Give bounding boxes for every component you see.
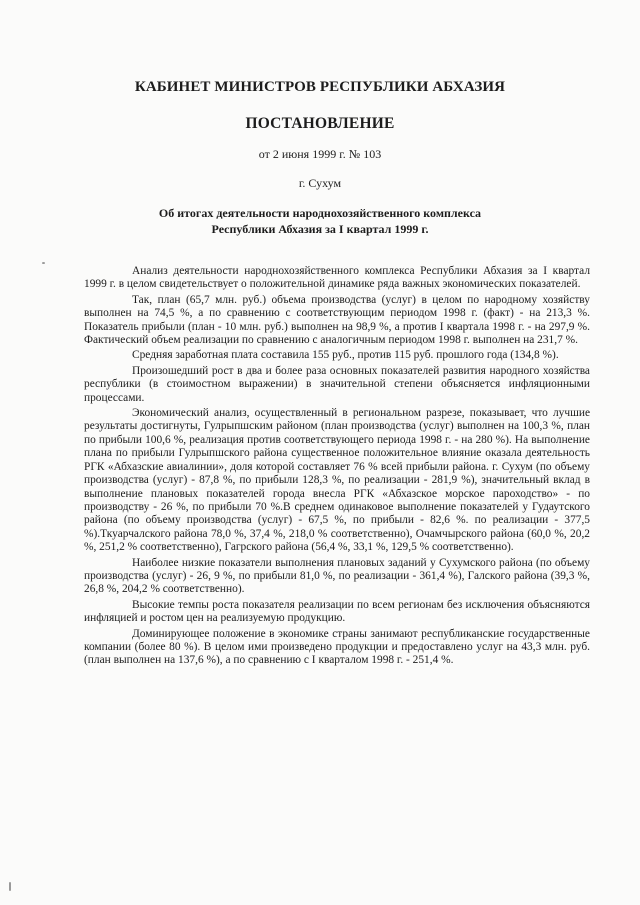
- document-date-number: от 2 июня 1999 г. № 103: [258, 147, 382, 161]
- paragraph-2: Так, план (65,7 млн. руб.) объема производства (услуг) в целом по народному хозяйству выполнен на 74,5 %, а по сравнению с соответствующим периодом 1998 г. (факт) - на 213,3 %. Показатель прибыли (план - 10 млн. руб.) выполнен на 98,9 %, а против I квартала 1998 г. - на 297,9 %. Фактический объем реализации по сравнению с аналогичным периодом 1998 г. выполнен на 231,7 %.: [84, 293, 590, 347]
- scan-speck: [9, 882, 11, 891]
- scan-speck: [42, 262, 45, 264]
- subject-line-2: Республики Абхазия за I квартал 1999 г.: [211, 222, 429, 236]
- paragraph-7: Высокие темпы роста показателя реализации по всем регионам без исключения объясняются инфляцией и ростом цен на реализуемую продукцию.: [84, 598, 590, 625]
- document-type: ПОСТАНОВЛЕНИЕ: [245, 115, 395, 132]
- organization-title: КАБИНЕТ МИНИСТРОВ РЕСПУБЛИКИ АБХАЗИЯ: [134, 79, 506, 95]
- paragraph-5: Экономический анализ, осуществленный в региональном разрезе, показывает, что лучшие результаты достигнуты, Гулрыпшским районом (план производства (услуг) выполнен на 100,3 %, план по прибыли 100,6 %, реализация против соответствующего периода 1998 г. - на 280 %). На выполнение плана по прибыли Гулрыпшского района существенное положительное влияние оказала деятельность РГК «Абхазские авиалинии», доля которой составляет 76 % всей прибыли района. г. Сухум (по объему производства (услуг) - 87,8 %, по прибыли 128,3 %, по реализации - 281,9 %), значительный вклад в выполнение плановых показателей города внесла РГК «Абхазское морское пароходство» - по производству - 26 %, по прибыли 70 %.В среднем одинаковое выполнение показателей у Гудаутского района (по объему производства (услуг) - 67,5 %, по прибыли - 82,6 %. по реализации - 377,5 %).Ткуарчалского района 78,0 %, 37,4 %, 218,0 % соответственно), Очамчырского района (60,0 %, 20,2 %, 251,2 % соответственно), Гагрского района (56,4 %, 33,1 %, 129,5 % соответственно).: [84, 407, 590, 554]
- paragraph-6: Наиболее низкие показатели выполнения плановых заданий у Сухумского района (по объему производства (услуг) - 26, 9 %, по прибыли 81,0 %, по реализации - 361,4 %), Галского района (39,3 %, 26,8 %, 204,2 % соответственно).: [84, 556, 590, 596]
- document-body: [84, 265, 590, 668]
- document-subject: [0, 205, 640, 237]
- paragraph-1: Анализ деятельности народнохозяйственного комплекса Республики Абхазия за I квартал 1999 г. в целом свидетельствует о положительной динамике ряда важных экономических показателей.: [84, 265, 590, 291]
- paragraph-8: Доминирующее положение в экономике страны занимают республиканские государственные компании (более 80 %). В целом ими произведено продукции и предоставлено услуг на 43,3 млн. руб. (план выполнен на 137,6 %), а по сравнению с I кварталом 1998 г. - 251,4 %.: [84, 627, 590, 667]
- paragraph-3: Средняя заработная плата составила 155 руб., против 115 руб. прошлого года (134,8 %).: [132, 349, 559, 362]
- paragraph-4: Произошедший рост в два и более раза основных показателей развития народного хозяйства республики (в стоимостном выражении) в значительной степени объясняется инфляционными процессами.: [84, 364, 590, 404]
- document-place: г. Сухум: [298, 176, 342, 190]
- subject-line-1: Об итогах деятельности народнохозяйственного комплекса: [158, 206, 482, 220]
